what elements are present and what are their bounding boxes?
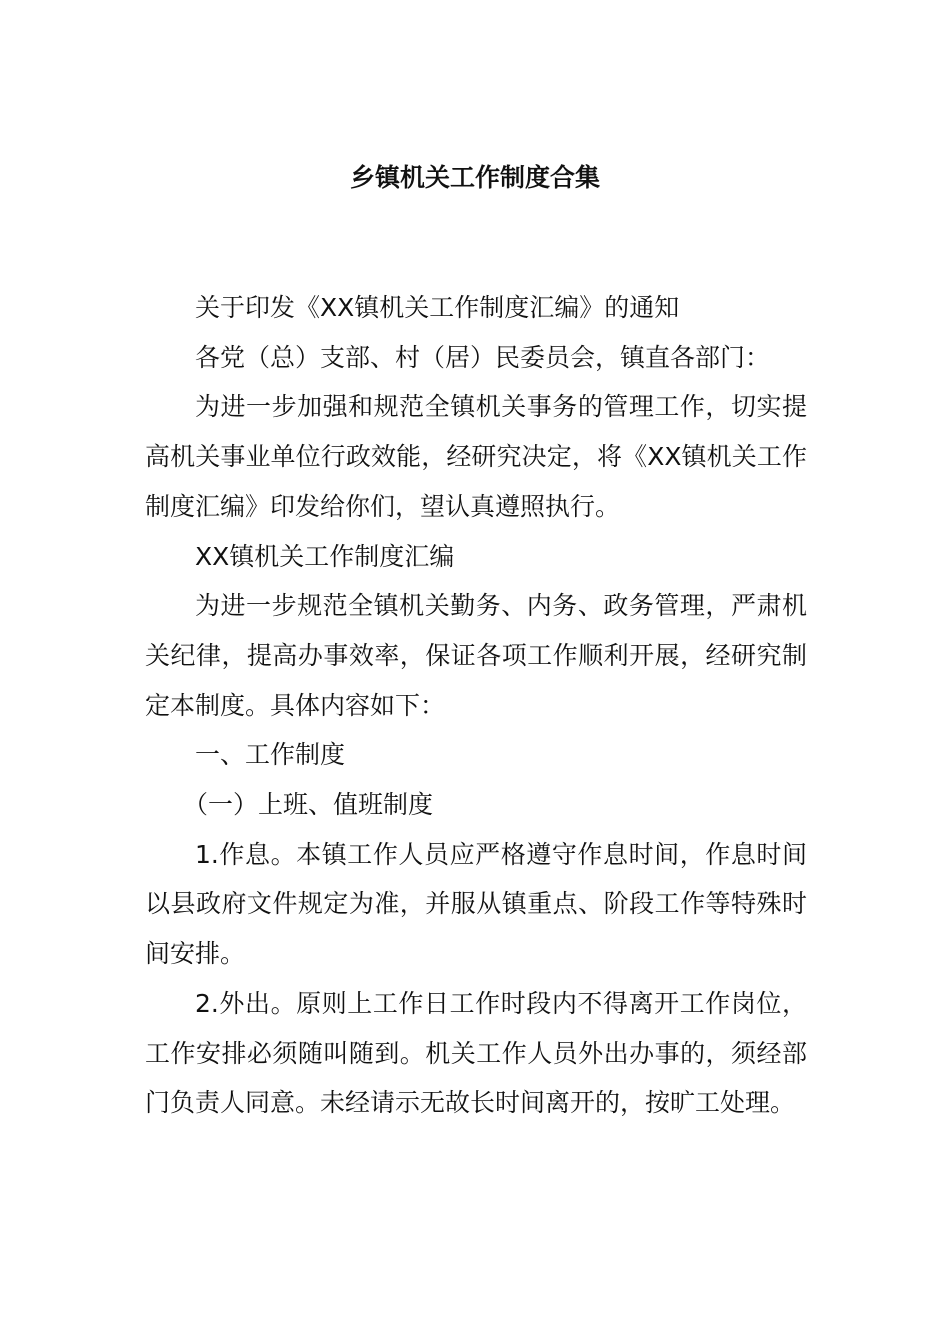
addressee-line: 各党（总）支部、村（居）民委员会，镇直各部门： bbox=[195, 342, 771, 372]
section-heading-work-system: 一、工作制度 bbox=[195, 740, 346, 770]
subsection-heading-duty-system: （一）上班、值班制度 bbox=[183, 790, 434, 820]
document-title: 乡镇机关工作制度合集 bbox=[349, 163, 600, 192]
notice-body-paragraph: 为进一步加强和规范全镇机关事务的管理工作，切实提高机关事业单位行政效能，经研究决定，将《XX镇机关工作制度汇编》印发给你们，望认真遵照执行。 bbox=[145, 392, 807, 521]
intro-paragraph: 为进一步规范全镇机关勤务、内务、政务管理，严肃机关纪律，提高办事效率，保证各项工作顺利开展，经研究制定本制度。具体内容如下： bbox=[145, 591, 807, 720]
clause-going-out: 2.外出。原则上工作日工作时段内不得离开工作岗位，工作安排必须随叫随到。机关工作人员外出办事的，须经部门负责人同意。未经请示无故长时间离开的，按旷工处理。 bbox=[145, 988, 807, 1118]
clause-work-hours: 1.作息。本镇工作人员应严格遵守作息时间，作息时间以县政府文件规定为准，并服从镇重点、阶段工作等特殊时间安排。 bbox=[145, 839, 807, 969]
compilation-heading: XX镇机关工作制度汇编 bbox=[195, 541, 455, 571]
notice-heading: 关于印发《XX镇机关工作制度汇编》的通知 bbox=[195, 293, 680, 322]
document-body bbox=[145, 283, 807, 1128]
